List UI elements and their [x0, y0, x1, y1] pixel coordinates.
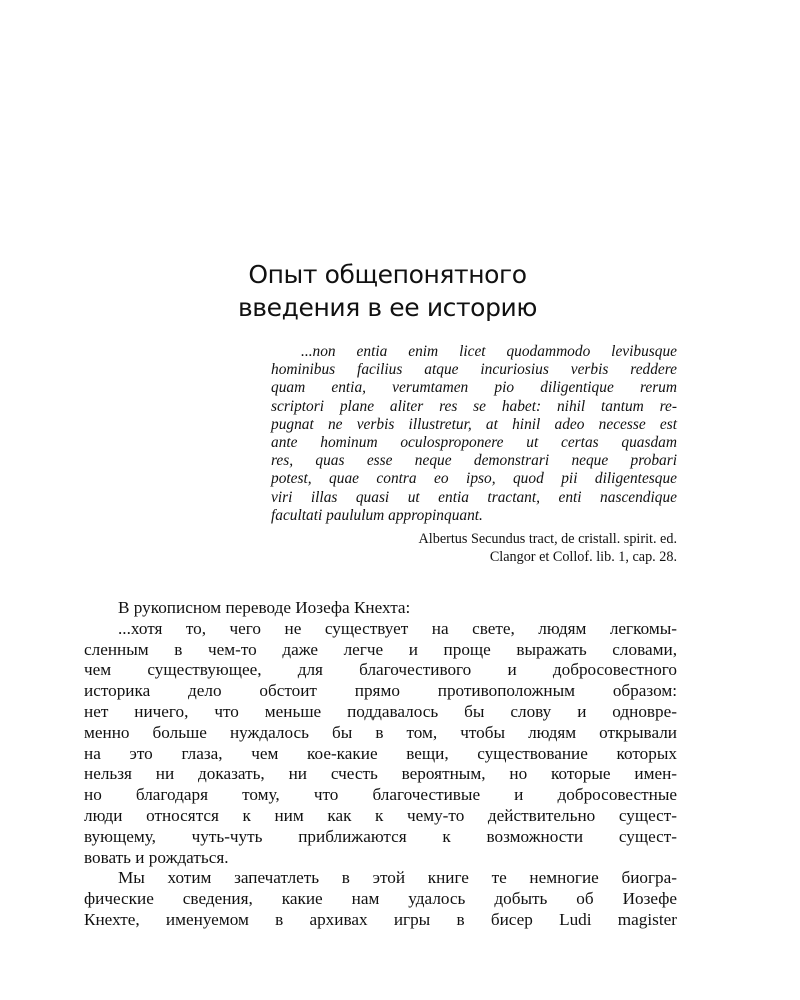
source-line-2: Clangor et Collof. lib. 1, cap. 28.: [489, 549, 677, 565]
chapter-title-line-2: введения в ее историю: [237, 293, 538, 322]
epigraph-line: viri illas quasi ut entia tractant, enti nascendique: [271, 488, 677, 506]
body-line: но благодаря тому, что благочестивые и добросовестные: [84, 785, 677, 805]
epigraph-line: quam entia, verumtamen pio diligentique rerum: [271, 379, 677, 397]
epigraph-line: ante hominum oculosproponere ut certas quasdam: [271, 434, 677, 452]
body-line: люди относятся к ним как к чему-то действительно сущест-: [84, 805, 677, 825]
body-line: чем существующее, для благочестивого и добросовестного: [84, 660, 677, 680]
epigraph-line: res, quas esse neque demonstrari neque probari: [271, 452, 677, 470]
epigraph-line: scriptori plane aliter res se habet: nihil tantum re-: [271, 397, 677, 415]
epigraph-line: facultati paululum appropinquant.: [271, 506, 483, 524]
epigraph-line: potest, quae contra eo ipso, quod pii diligentesque: [271, 470, 677, 488]
epigraph-source: [300, 530, 677, 566]
epigraph-line: hominibus facilius atque incuriosius verbis reddere: [271, 361, 677, 379]
body-line: Кнехте, именуемом в архивах игры в бисер Ludi magister: [84, 909, 677, 929]
intro-line: В рукописном переводе Иозефа Кнехта:: [118, 598, 411, 617]
body-line: фические сведения, какие нам удалось добыть об Иозефе: [84, 889, 677, 909]
body-line: нельзя ни доказать, ни счесть вероятным, но которые имен-: [84, 764, 677, 784]
body-line: вовать и рождаться.: [84, 847, 229, 867]
source-line-1: Albertus Secundus tract, de cristall. spirit. ed.: [418, 531, 677, 547]
body-line: вующему, чуть-чуть приближаются к возможности сущест-: [84, 826, 677, 846]
body-line: менно больше нуждалось бы в том, чтобы людям открывали: [84, 722, 677, 742]
latin-epigraph: [271, 343, 677, 525]
chapter-title-line-1: Опыт общепонятного: [248, 260, 527, 289]
epigraph-line: pugnat ne verbis illustretur, at hinil adeo necesse est: [271, 415, 677, 433]
body-line: ...хотя то, чего не существует на свете, людям легкомы-: [118, 618, 677, 638]
epigraph-line: ...non entia enim licet quodammodo levibusque: [301, 343, 677, 360]
body-line: историка дело обстоит прямо противоположным образом:: [84, 681, 677, 701]
body-line: нет ничего, что меньше поддавалось бы слову и одновре-: [84, 701, 677, 721]
body-text: [84, 598, 677, 931]
body-line: на это глаза, чем кое-какие вещи, существование которых: [84, 743, 677, 763]
chapter-title: [160, 258, 615, 324]
body-line: Мы хотим запечатлеть в этой книге те немногие биогра-: [118, 868, 677, 888]
body-line: сленным в чем-то даже легче и проще выражать словами,: [84, 639, 677, 659]
